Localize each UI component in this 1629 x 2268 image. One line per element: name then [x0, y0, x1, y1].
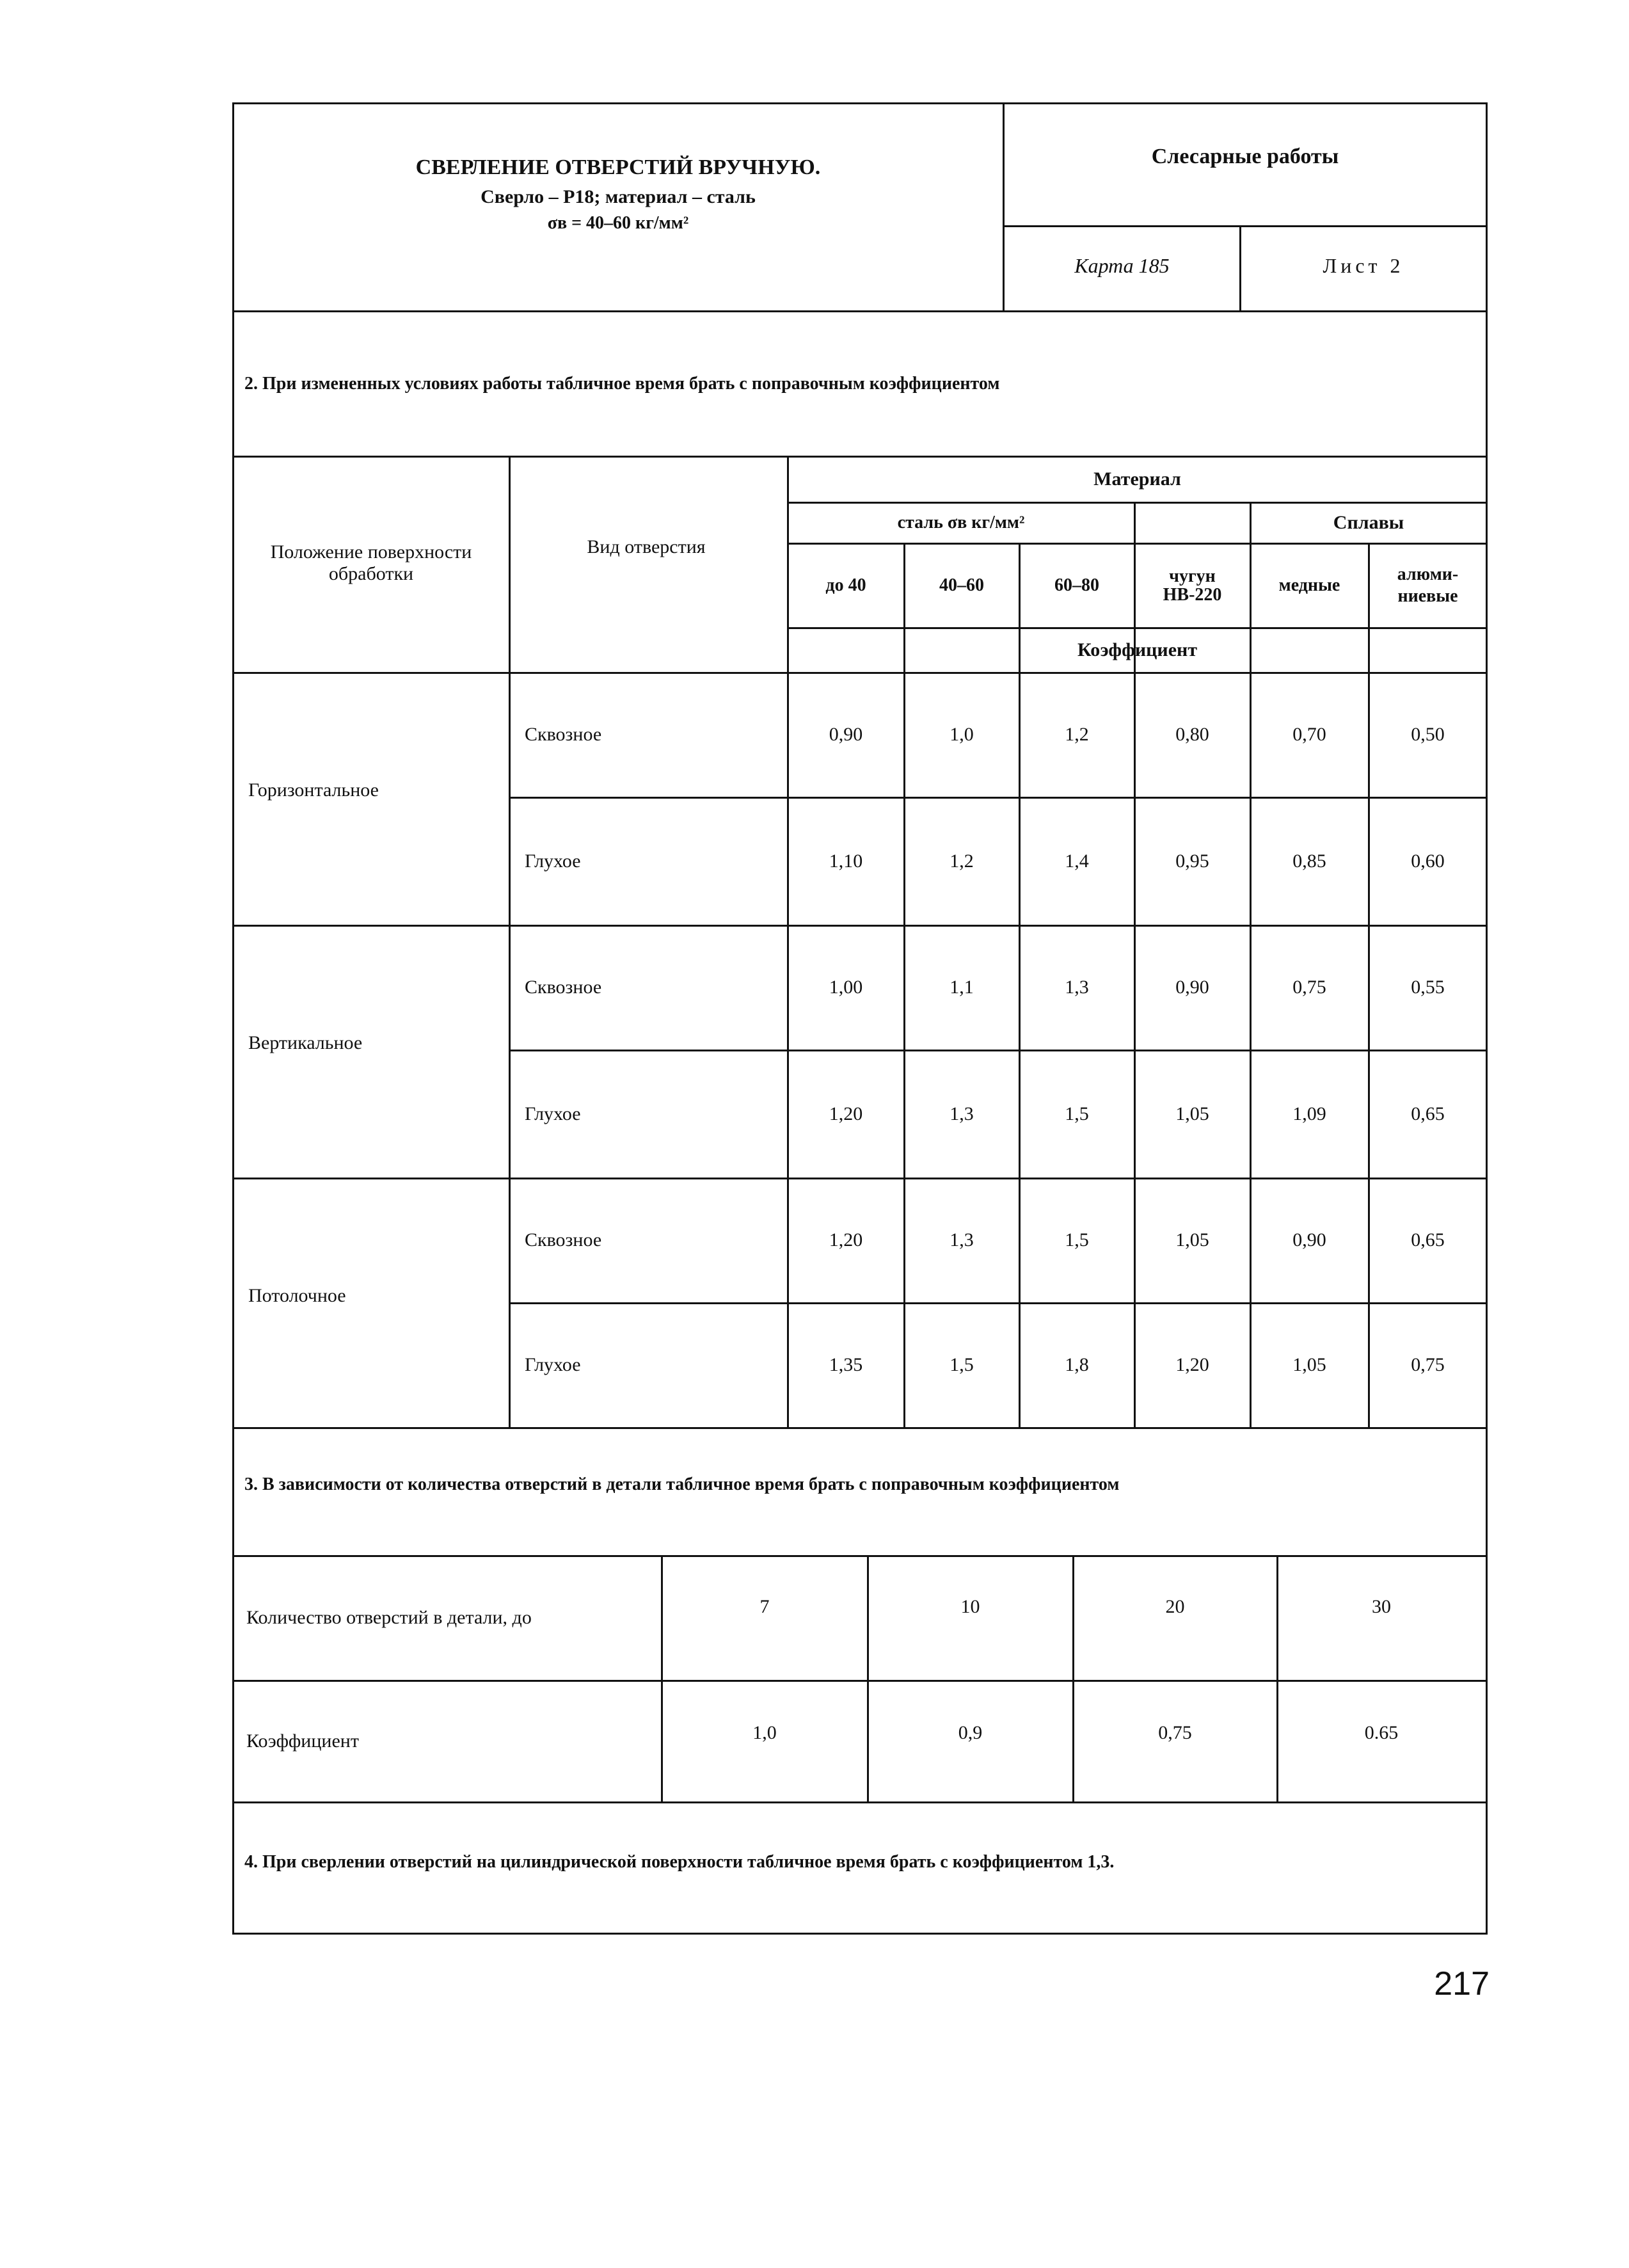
header-position: Положение поверхности обработки: [270, 541, 472, 584]
holes-count-value: 7: [759, 1595, 770, 1617]
page-number: 217: [1434, 1965, 1490, 2002]
coefficient-value: 0.65: [1364, 1722, 1399, 1743]
card-number: Карта 185: [1074, 253, 1170, 277]
subheader-aluminium: алюми-ниевые: [1397, 564, 1459, 606]
value-cell: 1,4: [1065, 850, 1089, 872]
note-2: 2. При измененных условиях работы табличное время брать с поправочным коэффициентом: [244, 374, 1000, 394]
subheader-steel-40: до 40: [825, 575, 866, 595]
header-mid-line: [1003, 225, 1488, 227]
value-cell: 0,75: [1411, 1354, 1445, 1375]
group-vertical: Вертикальное: [248, 1032, 363, 1053]
value-cell: 1,10: [829, 850, 863, 872]
t2-h-bottom: [232, 1801, 1488, 1803]
doc-sigma-line: σв = 40–60 кг/мм²: [547, 213, 689, 233]
value-cell: 0,60: [1411, 850, 1445, 872]
doc-title: СВЕРЛЕНИЕ ОТВЕРСТИЙ ВРУЧНУЮ.: [415, 156, 821, 179]
value-cell: 1,1: [950, 977, 974, 998]
value-cell: 1,20: [829, 1103, 863, 1124]
header-bottom-line: [232, 310, 1488, 312]
coefficient-value: 0,75: [1158, 1722, 1192, 1743]
value-cell: 0,75: [1292, 977, 1326, 998]
value-cell: 1,5: [950, 1354, 974, 1375]
value-cell: 0,65: [1411, 1229, 1445, 1250]
coefficient-label: Коэффициент: [246, 1730, 359, 1752]
value-cell: 1,8: [1065, 1354, 1089, 1375]
subheader-steel-40-60: 40–60: [939, 575, 984, 595]
value-cell: 1,3: [950, 1229, 974, 1250]
subheader-copper: медные: [1278, 575, 1340, 595]
header-coefficient: Коэффициент: [1077, 639, 1198, 660]
coefficient-value: 0,9: [958, 1722, 983, 1743]
value-cell: 0,50: [1411, 724, 1445, 745]
value-cell: 0,95: [1175, 850, 1209, 872]
value-cell: 1,3: [1065, 977, 1089, 998]
value-cell: 0,90: [1292, 1229, 1326, 1250]
group-horizontal: Горизонтальное: [248, 779, 379, 801]
value-cell: 0,70: [1292, 724, 1326, 745]
value-cell: 0,90: [1175, 977, 1209, 998]
value-cell: 1,09: [1292, 1103, 1326, 1124]
row-type: Сквозное: [525, 977, 602, 998]
value-cell: 1,0: [950, 724, 974, 745]
value-cell: 1,05: [1175, 1229, 1209, 1250]
value-cell: 1,2: [1065, 724, 1089, 745]
coefficient-value: 1,0: [752, 1722, 777, 1743]
row-type: Глухое: [525, 1354, 581, 1375]
value-cell: 0,85: [1292, 850, 1326, 872]
value-cell: 1,00: [829, 977, 863, 998]
value-cell: 1,05: [1292, 1354, 1326, 1375]
doc-subtitle: Сверло – Р18; материал – сталь: [481, 186, 756, 207]
outer-frame-right: [1486, 102, 1488, 1934]
row-type: Глухое: [525, 850, 581, 872]
value-cell: 1,20: [1175, 1354, 1209, 1375]
outer-frame-bottom: [232, 1933, 1488, 1935]
value-cell: 1,20: [829, 1229, 863, 1250]
note-4: 4. При сверлении отверстий на цилиндрической поверхности табличное время брать с коэффициентом 1,3.: [244, 1852, 1115, 1872]
value-cell: 0,55: [1411, 977, 1445, 998]
row-type: Глухое: [525, 1103, 581, 1124]
outer-frame-left: [232, 102, 234, 1934]
value-cell: 1,5: [1065, 1229, 1089, 1250]
value-cell: 1,3: [950, 1103, 974, 1124]
value-cell: 0,80: [1175, 724, 1209, 745]
value-cell: 0,90: [829, 724, 863, 745]
row-type: Сквозное: [525, 1229, 602, 1250]
header-material: Материал: [1093, 468, 1181, 490]
holes-count-value: 30: [1372, 1595, 1391, 1617]
group-ceiling: Потолочное: [248, 1285, 346, 1306]
value-cell: 1,35: [829, 1354, 863, 1375]
value-cell: 1,2: [950, 850, 974, 872]
t1-h-bottom: [232, 1427, 1488, 1429]
holes-count-value: 10: [960, 1595, 980, 1617]
subheader-steel-60-80: 60–80: [1054, 575, 1099, 595]
row-type: Сквозное: [525, 724, 602, 745]
subheader-cast-iron: чугун НВ-220: [1163, 566, 1222, 605]
section-name: Слесарные работы: [1151, 145, 1339, 168]
t1-v-position: [509, 456, 511, 1427]
value-cell: 0,65: [1411, 1103, 1445, 1124]
value-cell: 1,05: [1175, 1103, 1209, 1124]
header-steel: сталь σв кг/мм²: [897, 513, 1025, 532]
value-cell: 1,5: [1065, 1103, 1089, 1124]
sheet-number: Лист 2: [1323, 253, 1404, 277]
header-hole-type: Вид отверстия: [587, 536, 706, 557]
header-alloys: Сплавы: [1333, 512, 1404, 533]
outer-frame-top: [232, 102, 1488, 104]
note-3: 3. В зависимости от количества отверстий в детали табличное время брать с поправочным коэффициентом: [244, 1474, 1120, 1494]
holes-count-value: 20: [1165, 1595, 1185, 1617]
holes-count-label: Количество отверстий в детали, до: [246, 1607, 532, 1628]
